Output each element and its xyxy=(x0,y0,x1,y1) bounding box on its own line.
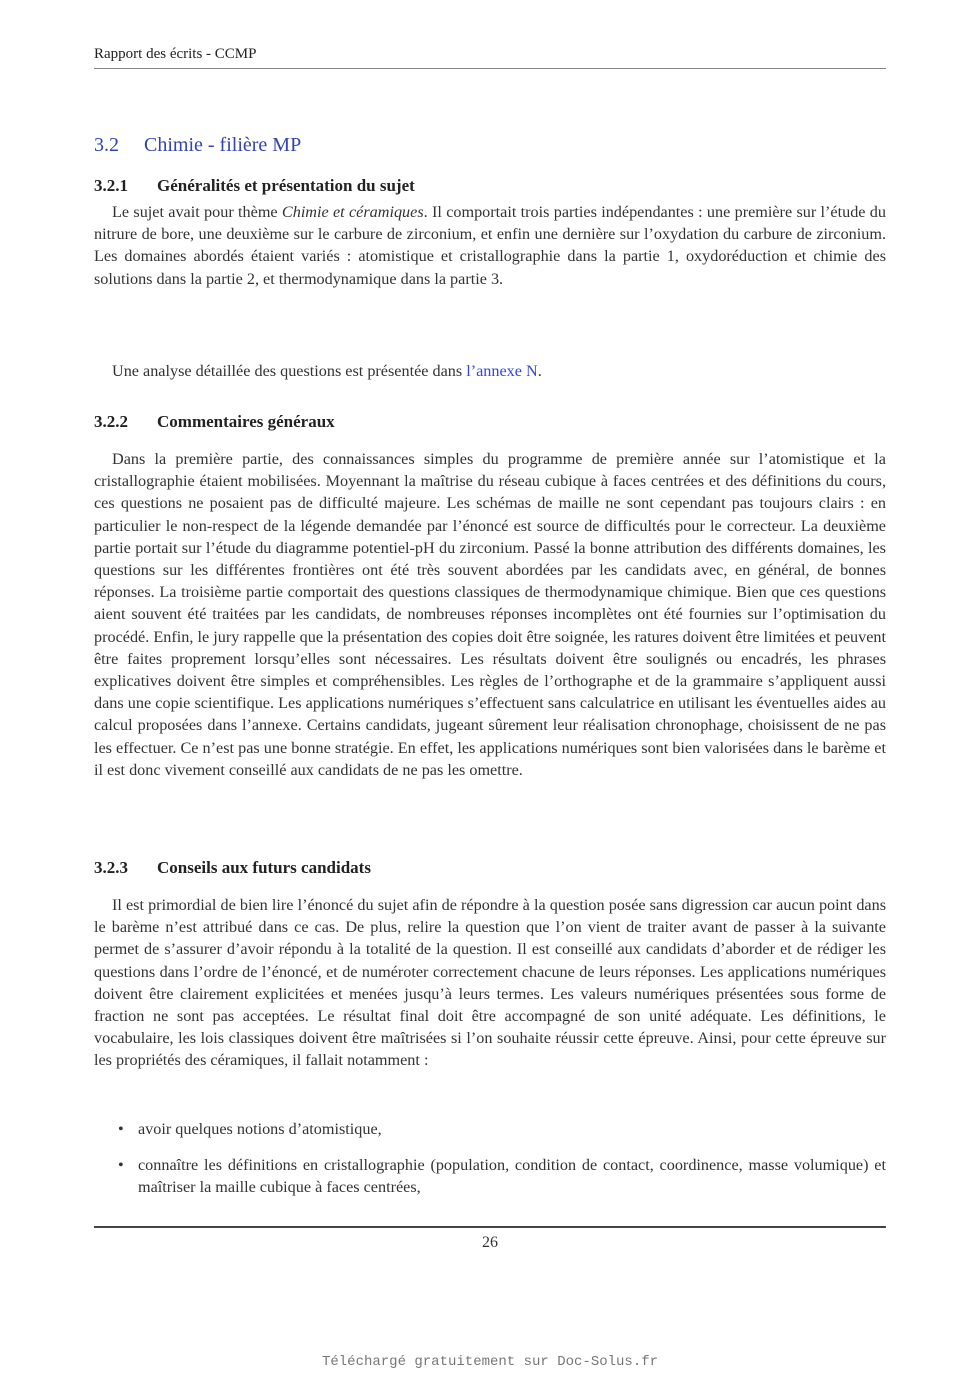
section-title: Chimie - filière MP xyxy=(144,134,302,156)
list-item xyxy=(94,1118,886,1140)
annexe-link[interactable]: l’annexe N xyxy=(466,362,538,380)
section-number: 3.2 xyxy=(94,134,119,156)
page-number: 26 xyxy=(482,1234,498,1251)
subsection-title: Généralités et présentation du sujet xyxy=(157,176,415,195)
header-rule xyxy=(94,68,886,69)
list-item-text: avoir quelques notions d’atomistique, xyxy=(138,1120,382,1138)
bullet-list xyxy=(94,1118,886,1213)
text-span: Le sujet avait pour thème xyxy=(112,203,282,221)
download-watermark: Téléchargé gratuitement sur Doc-Solus.fr xyxy=(321,1354,659,1370)
subsection-heading-1 xyxy=(94,176,415,196)
subsection-number: 3.2.2 xyxy=(94,412,128,431)
paragraph-conseils: Il est primordial de bien lire l’énoncé du sujet afin de répondre à la question posée sans digression car aucun point dans le barème n’est attribué dans ce cas. De plus, relire la question que l’on vient de traiter avant de passer à la suivante permet de s’assurer d’avoir répondu à la totalité de la question. Il est conseillé aux candidats d’aborder et de rédiger les questions dans l’ordre de l’énoncé, et de numéroter correctement chacune de leurs réponses. Les applications numériques doivent être clairement explicitées et menées jusqu’à leurs termes. Les valeurs numériques présentées sous forme de fraction ne sont pas acceptées. Le résultat final doit être accompagné de son unité adéquate. Les définitions, le vocabulaire, les lois classiques doivent être maîtrisées si l’on souhaite réussir cette épreuve. Ainsi, pour cette épreuve sur les propriétés des céramiques, il fallait notamment : xyxy=(94,896,886,1070)
list-item xyxy=(94,1154,886,1198)
subsection-number: 3.2.1 xyxy=(94,176,128,195)
list-item-text: connaître les définitions en cristallographie (population, condition de contact, coordinence, masse volumique) et maîtriser la maille cubique à faces centrées, xyxy=(138,1156,886,1197)
subsection-title: Commentaires généraux xyxy=(157,412,335,431)
italic-title: Chimie et céramiques xyxy=(281,203,424,221)
text-span: Une analyse détaillée des questions est présentée dans xyxy=(112,362,467,380)
paragraph-annexe xyxy=(94,360,886,382)
subsection-number: 3.2.3 xyxy=(94,858,128,877)
paragraph-commentaires: Dans la première partie, des connaissances simples du programme de première année sur l’atomistique et la cristallographie étaient mobilisées. Moyennant la maîtrise du réseau cubique à faces centrées et des définitions du cours, ces questions ne posaient pas de difficulté majeure. Les schémas de maille ne sont cependant pas toujours clairs : en particulier le non-respect de la légende demandée par l’énoncé est source de difficultés pour le correcteur. La deuxième partie portait sur l’étude du diagramme potentiel-pH du zirconium. Passé la bonne attribution des différents domaines, les questions sur les différentes frontières ont été très souvent abordées par les candidats avec, en général, de bonnes réponses. La troisième partie comportait des questions classiques de thermodynamique chimique. Bien que ces questions aient souvent été traitées par les candidats, de nombreuses réponses incomplètes ont été fournies sur l’optimisation du procédé. Enfin, le jury rappelle que la présentation des copies doit être soignée, les ratures doivent être limitées et peuvent être faites proprement lorsqu’elles sont nécessaires. Les résultats doivent être soulignés ou encadrés, les phrases explicatives doivent être simples et compréhensibles. Les règles de l’orthographe et de la grammaire s’appliquent aussi dans une copie scientifique. Les applications numériques s’effectuent sans calculatrice en utilisant les éventuelles aides au calcul proposées dans l’annexe. Certains candidats, jugeant sûrement leur réalisation chronophage, choisissent de ne pas les effectuer. Ce n’est pas une bonne stratégie. En effet, les applications numériques sont bien valorisées dans le barème et il est donc vivement conseillé aux candidats de ne pas les omettre. xyxy=(94,450,886,779)
paragraph-generalites xyxy=(94,201,886,290)
text-span: . Il comportait trois parties indépendantes : une première sur l’étude du nitrure de bore, une deuxième sur le carbure de zirconium, et enfin une dernière sur l’oxydation du carbure de zirconium. Les domaines abordés étaient variés : atomistique et cristallographie dans la partie 1, oxydoréduction et chimie des solutions dans la partie 2, et thermodynamique dans la partie 3. xyxy=(94,203,886,288)
text-span: . xyxy=(537,362,542,380)
subsection-title: Conseils aux futurs candidats xyxy=(157,858,371,877)
running-header: Rapport des écrits - CCMP xyxy=(94,46,257,62)
section-heading xyxy=(94,134,301,157)
subsection-heading-2 xyxy=(94,412,335,432)
bullet-icon: • xyxy=(118,1120,124,1138)
bullet-icon: • xyxy=(118,1156,124,1175)
subsection-heading-3 xyxy=(94,858,371,878)
footer-rule xyxy=(94,1226,886,1228)
